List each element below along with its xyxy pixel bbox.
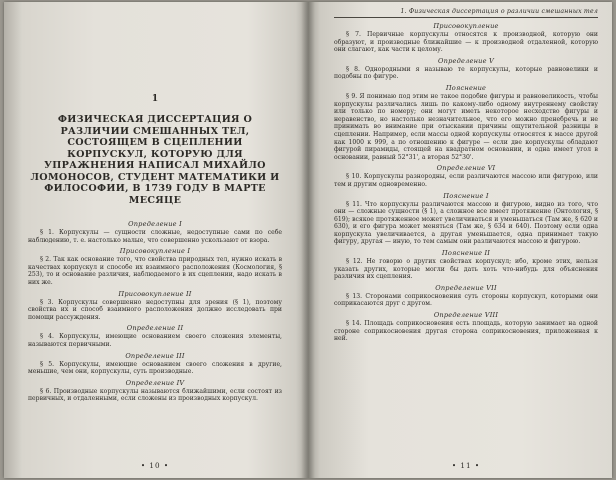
definition-heading: Определение VIII bbox=[433, 311, 499, 320]
paragraph: § 5. Корпускулы, имеющие основанием своего сложения в другие, меньшие, чем они, корпускулы, суть производные. bbox=[28, 360, 282, 376]
paragraph: § 12. Не говорю о других свойствах корпускул; ибо, кроме этих, нельзя указать других, которые могли бы дать хоть что-нибудь для объяснения различия их сцепления. bbox=[334, 258, 598, 281]
definition-heading: Определение VI bbox=[436, 164, 496, 173]
book-spread bbox=[4, 2, 612, 478]
corollary-heading: Присовокупление bbox=[433, 22, 499, 30]
definition-heading: Определение I bbox=[128, 220, 182, 228]
paragraph: § 13. Сторонами соприкосновения суть стороны корпускул, которыми они соприкасаются друг с другом. bbox=[334, 292, 598, 308]
paragraph: § 10. Корпускулы разнородны, если различаются массою или фигурою, или тем и другим одновременно. bbox=[334, 173, 598, 188]
right-page-body bbox=[334, 22, 598, 343]
explanation-heading: Пояснение bbox=[445, 83, 487, 92]
header-rule bbox=[334, 17, 598, 18]
paragraph: § 3. Корпускулы совершенно недоступны для зрения (§ 1), поэтому свойства их и способ взаимного расположения должно исследовать при помощи рассуждения. bbox=[28, 298, 282, 321]
page-number: • 10 • bbox=[140, 461, 170, 470]
left-page-body bbox=[28, 220, 282, 403]
paragraph: § 4. Корпускулы, имеющие основанием своего сложения элементы, называются первичными. bbox=[28, 333, 282, 348]
paragraph: § 14. Площадь соприкосновения есть площадь, которую занимает на одной стороне соприкосновения другая сторона соприкосновения, приложенная к ней. bbox=[334, 320, 598, 343]
dissertation-title: ФИЗИЧЕСКАЯ ДИССЕРТАЦИЯ О РАЗЛИЧИИ СМЕШАННЫХ ТЕЛ, СОСТОЯЩЕМ В СЦЕПЛЕНИИ КОРПУСКУЛ, КОТОРУЮ ДЛЯ УПРАЖНЕНИЯ НАПИСАЛ МИХАЙЛО ЛОМОНОСОВ, СТУДЕНТ МАТЕМАТИКИ И ФИЛОСОФИИ, В 1739 ГОДУ В МАРТЕ МЕСЯЦЕ bbox=[30, 114, 280, 206]
chapter-number: 1 bbox=[151, 94, 159, 104]
corollary-heading: Присовокупление I bbox=[119, 247, 191, 256]
definition-heading: Определение IV bbox=[125, 378, 185, 387]
definition-heading: Определение V bbox=[438, 56, 494, 65]
definition-heading: Определение III bbox=[125, 351, 185, 360]
paragraph: § 9. Я понимаю под этим не такое подобие фигуры и равновеликость, чтобы корпускулы различались лишь по какому-либо одному внутреннему свойству или только по номеру; они могут иметь некоторое несходство фигуры и неравенство, но настолько незначительное, что его можно пренебречь и не принимать во внимание при отыскании причины ощутительной разницы в сцеплении. Например, если массы одной корпускулы относятся к массе другой как 1000 к 999, а по отношению к фигуре — если две корпускулы обладают фигурой пирамиды, стоящей на квадратном основании, и одна имеет угол в основании, равный 52°31', а вторая 52°30'. bbox=[334, 92, 598, 161]
explanation-heading: Пояснение I bbox=[443, 191, 489, 200]
left-page bbox=[4, 2, 308, 478]
page-number: • 11 • bbox=[451, 461, 481, 470]
paragraph: § 6. Производные корпускулы называются ближайшими, если состоят из первичных, и отдаленными, если сложены из производных корпускул. bbox=[28, 387, 282, 403]
right-page bbox=[308, 2, 612, 478]
corollary-heading: Присовокупление II bbox=[118, 289, 192, 298]
explanation-heading: Пояснение II bbox=[441, 249, 491, 258]
paragraph: § 8. Однородными я называю те корпускулы, которые равновелики и подобны по фигуре. bbox=[334, 65, 598, 81]
definition-heading: Определение VII bbox=[435, 283, 497, 292]
running-head: 1. Физическая диссертация о различии смешанных тел bbox=[400, 8, 598, 15]
paragraph: § 1. Корпускулы — сущности сложные, недоступные сами по себе наблюдению, т. е. настолько малые, что совершенно ускользают от взора. bbox=[28, 229, 282, 244]
paragraph: § 11. Что корпускулы различаются массою и фигурою, видно из того, что они — сложные сущности (§ 1), а сложное все имеет протяжение (Онтология, § 619); всякое протяженное может увеличиваться и уменьшаться (Там же, § 620 и 630), и его фигура может меняться (Там же, § 634 и 640). Поэтому если одна корпускула увеличивается, а другая уменьшается, одна принимает такую фигуру, другая — иную, то тем самым они различаются массою и фигурою. bbox=[334, 200, 598, 246]
definition-heading: Определение II bbox=[126, 324, 184, 333]
paragraph: § 7. Первичные корпускулы относятся к производной, которую они образуют, и производные ближайшие — к производной отдаленной, которую они слагают, как части к целому. bbox=[334, 31, 598, 54]
paragraph: § 2. Так как основание того, что свойства природных тел, нужно искать в качествах корпускул и способе их взаимного расположения (Космология, § 253), то и основание различия, наблюдаемого в их сцеплении, надо искать в них же. bbox=[28, 256, 282, 286]
